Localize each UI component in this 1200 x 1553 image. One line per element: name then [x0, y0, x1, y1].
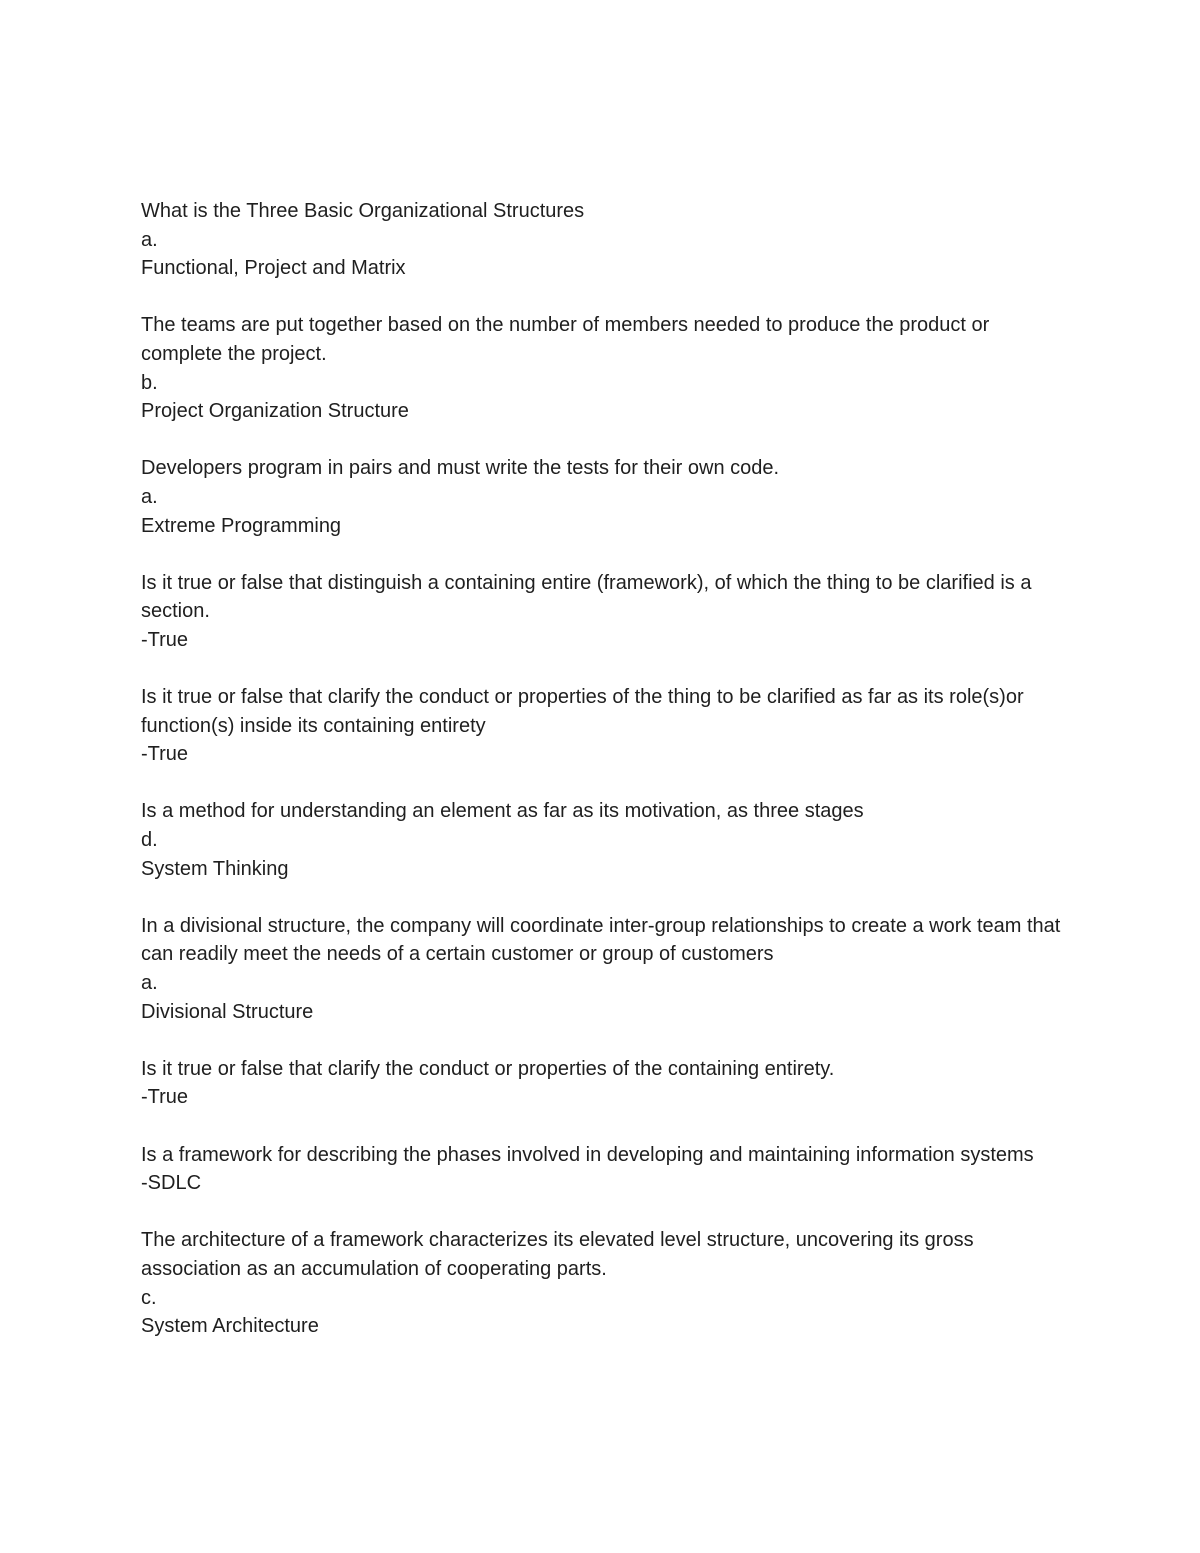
- answer-text: Divisional Structure: [141, 1000, 314, 1023]
- qa-block: [141, 912, 1071, 1026]
- qa-block: [141, 569, 1071, 655]
- question-text: Is it true or false that clarify the conduct or properties of the thing to be clarified as far as its role(s)or function(s) inside its containing entirety: [141, 686, 1030, 737]
- qa-block: [141, 1055, 1071, 1112]
- answer-marker: c.: [141, 1286, 157, 1309]
- question-text: The teams are put together based on the number of members needed to produce the product or complete the project.: [141, 314, 995, 365]
- question-text: In a divisional structure, the company will coordinate inter-group relationships to create a work team that can readily meet the needs of a certain customer or group of customers: [141, 914, 1066, 966]
- answer-marker: a.: [141, 485, 158, 508]
- question-text: Is a framework for describing the phases involved in developing and maintaining information systems: [141, 1143, 1034, 1166]
- question-text: Is it true or false that distinguish a containing entire (framework), of which the thing to be clarified is a section.: [141, 571, 1038, 623]
- question-text: What is the Three Basic Organizational Structures: [141, 200, 585, 222]
- qa-block: [141, 1226, 1071, 1340]
- qa-block: [141, 797, 1071, 883]
- answer-text: -True: [141, 743, 189, 766]
- qa-block: [141, 197, 1071, 283]
- answer-text: Functional, Project and Matrix: [141, 257, 406, 280]
- answer-marker: b.: [141, 371, 158, 394]
- answer-text: -SDLC: [141, 1172, 202, 1195]
- qa-block: [141, 454, 1071, 540]
- answer-text: Project Organization Structure: [141, 400, 409, 423]
- question-text: Is it true or false that clarify the conduct or properties of the containing entirety.: [141, 1057, 835, 1080]
- document-content: [141, 197, 1071, 1369]
- answer-marker: d.: [141, 829, 158, 852]
- qa-block: [141, 1141, 1071, 1198]
- answer-text: -True: [141, 628, 189, 651]
- question-text: Is a method for understanding an element as far as its motivation, as three stages: [141, 800, 864, 823]
- question-text: The architecture of a framework characterizes its elevated level structure, uncovering its gross association as an accumulation of cooperating parts.: [141, 1229, 980, 1280]
- answer-marker: a.: [141, 972, 158, 995]
- qa-block: [141, 683, 1071, 769]
- answer-text: System Architecture: [141, 1315, 319, 1338]
- answer-text: -True: [141, 1086, 189, 1109]
- answer-text: System Thinking: [141, 857, 289, 880]
- qa-block: [141, 311, 1071, 425]
- question-text: Developers program in pairs and must write the tests for their own code.: [141, 457, 780, 480]
- answer-marker: a.: [141, 228, 158, 251]
- answer-text: Extreme Programming: [141, 514, 342, 537]
